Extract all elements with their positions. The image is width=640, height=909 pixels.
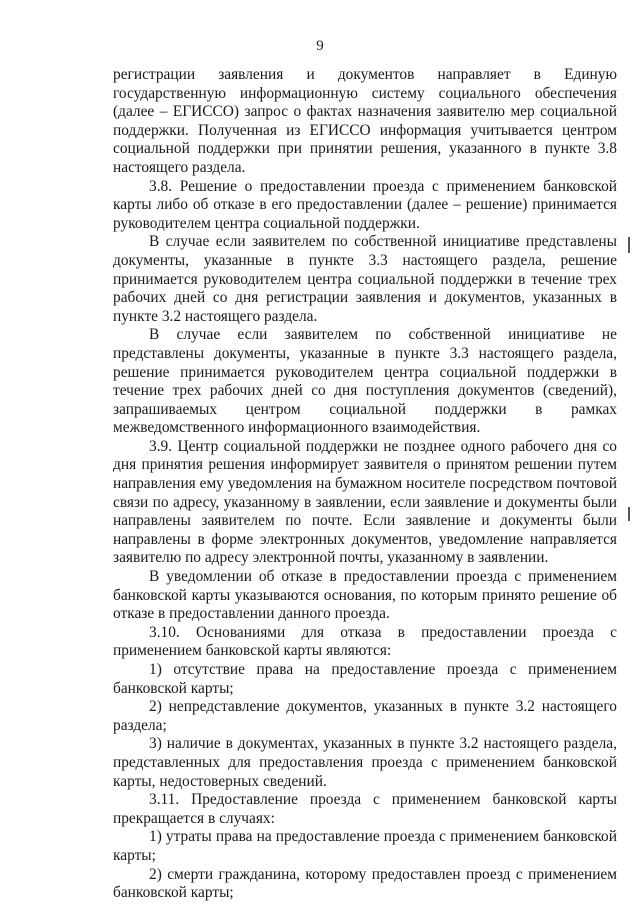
page-number: 9 <box>316 38 324 54</box>
paragraph-3-10: 3.10. Основаниями для отказа в предоставлении проезда с применением банковской карты являются: <box>113 623 617 660</box>
paragraph-3-8-case-submitted: В случае если заявителем по собственной инициативе представлены документы, указанные в пункте 3.3 настоящего раздела, решение принимается руководителем центра социальной поддержки в течение трех рабочих дней со дня регистрации заявления и документов, указанных в пункте 3.2 настоящего раздела. <box>113 233 617 325</box>
list-item-3-10-3: 3) наличие в документах, указанных в пункте 3.2 настоящего раздела, представленных для предоставления проезда с применением банковской карты, недостоверных сведений. <box>113 735 617 790</box>
document-body <box>113 66 617 903</box>
paragraph-3-8-case-not-submitted: В случае если заявителем по собственной инициативе не представлены документы, указанные в пункте 3.3 настоящего раздела, решение принимается руководителем центра социальной поддержки в течение трех рабочих дней со дня поступления документов (сведений), запрашиваемых центром социальной поддержки в рамках межведомственного информационного взаимодействия. <box>113 326 617 437</box>
list-item-3-11-1: 1) утраты права на предоставление проезда с применением банковской карты; <box>113 828 617 864</box>
paragraph-3-9: 3.9. Центр социальной поддержки не позднее одного рабочего дня со дня принятия решения информирует заявителя о принятом решении путем направления ему уведомления на бумажном носителе посредством почтовой связи по адресу, указанному в заявлении, если заявление и документы были направлены заявителем по почте. Если заявление и документы были направлены в форме электронных документов, уведомление направляется заявителю по адресу электронной почты, указанному в заявлении. <box>113 437 617 567</box>
scan-margin-mark <box>628 237 630 253</box>
scan-margin-mark <box>628 507 630 521</box>
list-item-3-11-2: 2) смерти гражданина, которому предоставлен проезд с применением банковской карты; <box>113 865 617 902</box>
paragraph-3-8: 3.8. Решение о предоставлении проезда с применением банковской карты либо об отказе в его предоставлении (далее – решение) принимается руководителем центра социальной поддержки. <box>113 177 617 232</box>
paragraph-3-9-refusal-notice: В уведомлении об отказе в предоставлении проезда с применением банковской карты указываются основания, по которым принято решение об отказе в предоставлении данного проезда. <box>113 568 617 623</box>
list-item-3-10-1: 1) отсутствие права на предоставление проезда с применением банковской карты; <box>113 661 617 697</box>
paragraph-continuation: регистрации заявления и документов направляет в Единую государственную информационную систему социального обеспечения (далее – ЕГИССО) запрос о фактах назначения заявителю мер социальной поддержки. Полученная из ЕГИССО информация учитывается центром социальной поддержки при принятии решения, указанного в пункте 3.8 настоящего раздела. <box>113 66 617 176</box>
list-item-3-10-2: 2) непредставление документов, указанных в пункте 3.2 настоящего раздела; <box>113 698 617 734</box>
paragraph-3-11: 3.11. Предоставление проезда с применением банковской карты прекращается в случаях: <box>113 791 617 827</box>
